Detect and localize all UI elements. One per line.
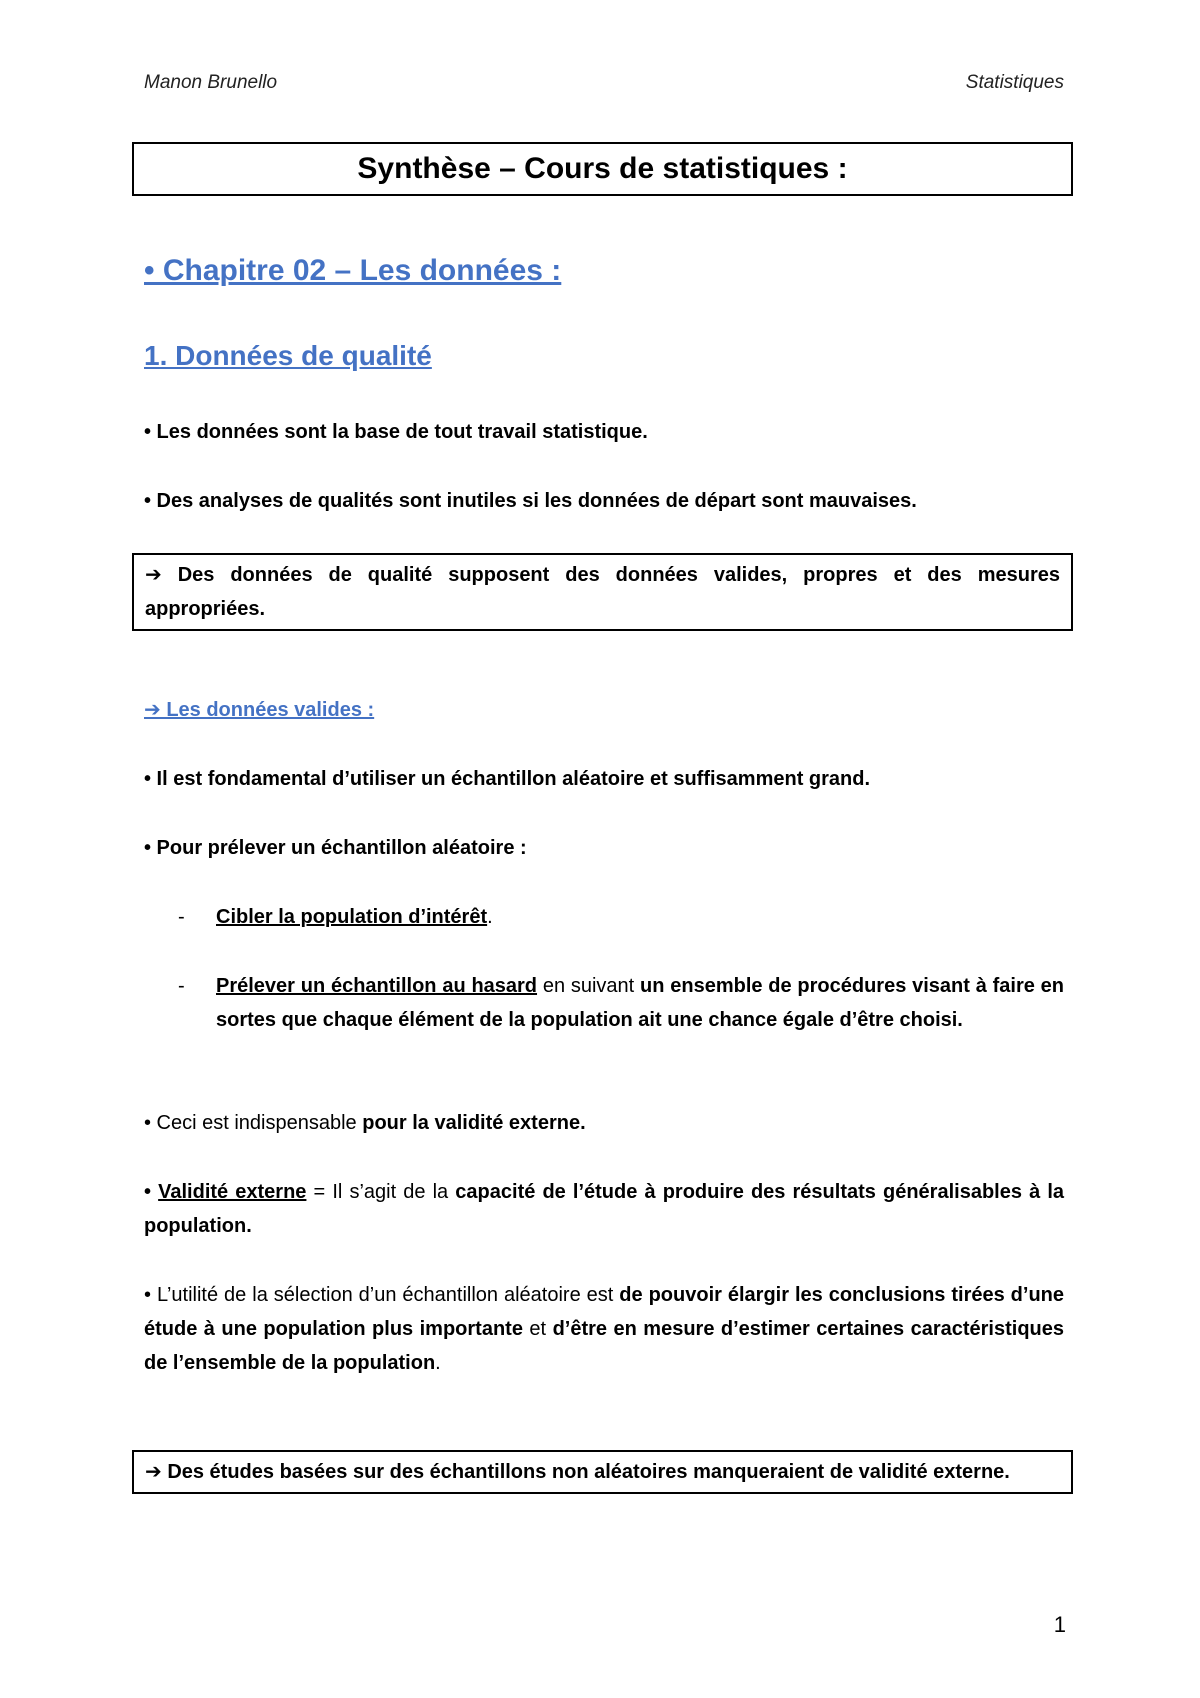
paragraph-7-start: • L’utilité de la sélection d’un échantillon aléatoire est [144, 1284, 620, 1306]
paragraph-7-mid: et [522, 1318, 553, 1340]
paragraph-6-rest: capacité de l’étude à produire des résultats généralisables à la population. [144, 1181, 1064, 1237]
list-item-2-underlined: Prélever un échantillon au hasard [216, 975, 538, 997]
document-title: Synthèse – Cours de statistiques : [132, 142, 1073, 196]
list-dash: - [178, 975, 185, 997]
list-item-1-end: . [487, 906, 493, 928]
list-dash: - [178, 906, 185, 928]
paragraph-1: • Les données sont la base de tout travail statistique. [144, 421, 648, 443]
paragraph-6 [144, 1175, 1064, 1243]
subheading-valid-data: ➔ Les données valides : [144, 699, 375, 721]
header-subject: Statistiques [965, 72, 1064, 93]
callout-box-quality: ➔ Des données de qualité supposent des données valides, propres et des mesures appropriées. [132, 553, 1073, 631]
section-heading: 1. Données de qualité [144, 340, 432, 371]
paragraph-6-bullet: • [144, 1181, 159, 1203]
list-item-1-underlined: Cibler la population d’intérêt [216, 906, 488, 928]
chapter-heading: • Chapitre 02 – Les données : [144, 254, 562, 287]
callout-box-conclusion: ➔ Des études basées sur des échantillons non aléatoires manqueraient de validité externe. [132, 1450, 1073, 1494]
paragraph-7-bold-2: d’être en mesure d’estimer certaines caractéristiques de l’ensemble de la population [144, 1318, 1065, 1374]
paragraph-7-bold-1: de pouvoir élargir les conclusions tirées d’une étude à une population plus importante [144, 1284, 1065, 1340]
header-author: Manon Brunello [144, 72, 278, 93]
paragraph-5 [144, 1106, 1064, 1140]
list-item [178, 969, 1064, 1037]
paragraph-5-start: • Ceci est indispensable [144, 1112, 363, 1134]
paragraph-5-end: pour la validité externe. [362, 1112, 586, 1134]
external-validity-term: Validité externe [158, 1181, 307, 1203]
paragraph-6-mid: = Il s’agit de la [306, 1181, 456, 1203]
paragraph-3: • Il est fondamental d’utiliser un échantillon aléatoire et suffisamment grand. [144, 768, 871, 790]
paragraph-7 [144, 1278, 1064, 1380]
list-item-2-rest: un ensemble de procédures visant à faire en sortes que chaque élément de la population ait une chance égale d’être choisi. [216, 975, 1064, 1031]
paragraph-2: • Des analyses de qualités sont inutiles si les données de départ sont mauvaises. [144, 490, 917, 512]
paragraph-7-end: . [435, 1352, 441, 1374]
page-number: 1 [1053, 1612, 1066, 1637]
list-item [178, 900, 1064, 934]
paragraph-4: • Pour prélever un échantillon aléatoire : [144, 837, 527, 859]
list-item-2-mid: en suivant [537, 975, 641, 997]
